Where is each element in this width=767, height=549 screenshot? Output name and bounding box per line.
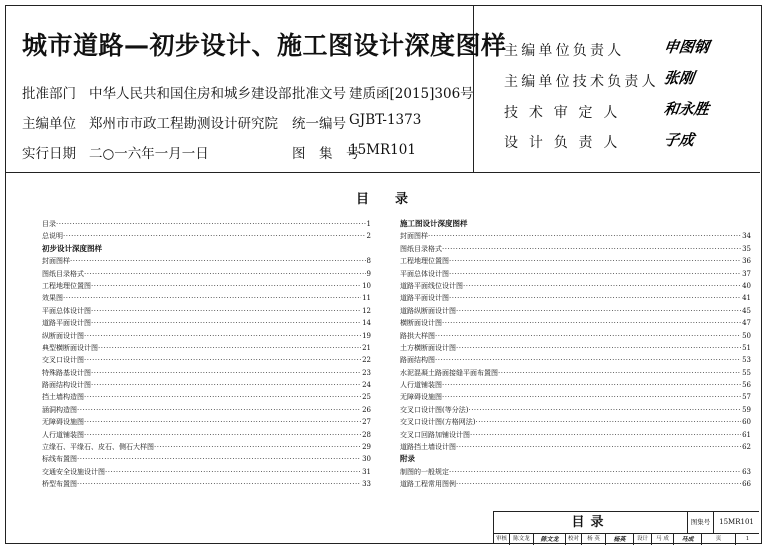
toc-leader-dots — [428, 230, 741, 242]
toc-leader-dots — [463, 280, 741, 292]
toc-entry-page: 31 — [362, 467, 371, 476]
toc-leader-dots — [91, 367, 361, 379]
toc-entry-label: 图纸目录格式 — [42, 269, 84, 278]
toc-leader-dots — [435, 330, 741, 342]
toc-entry-label: 典型横断面设计图 — [42, 343, 98, 352]
toc-entry-label: 路拱大样图 — [400, 331, 435, 340]
toc-entry-label: 道路纵断面设计图 — [400, 306, 456, 315]
toc-leader-dots — [84, 268, 366, 280]
toc-entry-page: 8 — [366, 257, 371, 266]
approval-doc-label: 批准文号 — [292, 86, 346, 102]
toc-entry — [400, 391, 751, 403]
toc-entry — [400, 317, 751, 329]
toc-entry — [400, 243, 751, 255]
toc-leader-dots — [91, 280, 361, 292]
toc-entry — [400, 416, 751, 428]
toc-leader-dots — [91, 379, 361, 391]
toc-entry-label: 横断面设计图 — [400, 319, 442, 328]
toc-entry-page: 24 — [362, 381, 371, 390]
toc-leader-dots — [442, 243, 741, 255]
role-design-lead: 设 计 负 责 人 — [504, 135, 621, 151]
toc-entry-page: 41 — [742, 294, 751, 303]
toc-entry-label: 道路平面设计图 — [42, 319, 91, 328]
toc-entry-label: 挡土墙构造图 — [42, 393, 84, 402]
toc-entry-page: 9 — [366, 269, 371, 278]
toc-entry-label: 交叉口设计图 — [42, 356, 84, 365]
toc-entry-page: 33 — [362, 480, 371, 489]
toc-entry — [400, 441, 751, 453]
toc-leader-dots — [84, 429, 361, 441]
toc-leader-dots — [449, 292, 741, 304]
toc-entry-page: 28 — [362, 430, 371, 439]
toc-leader-dots — [105, 466, 361, 478]
toc-entry-label: 人行道铺装图 — [42, 430, 84, 439]
title-block — [493, 511, 759, 544]
toc-entry — [42, 280, 371, 292]
toc-entry-label: 人行道铺装图 — [400, 381, 442, 390]
toc-entry — [400, 478, 751, 490]
toc-entry-page: 2 — [366, 232, 371, 241]
toc-leader-dots — [63, 292, 361, 304]
title-block-atlas-value: 15MR101 — [719, 518, 754, 526]
toc-entry-label: 道路工程常用图例 — [400, 480, 456, 489]
toc-entry-label: 无障碍设施图 — [42, 418, 84, 427]
toc-entry-page: 34 — [742, 232, 751, 241]
toc-leader-dots — [84, 416, 361, 428]
toc-entry-label: 交叉口设计图(等分法) — [400, 405, 469, 414]
toc-entry — [42, 268, 371, 280]
title-block-proofreader-name: 杨 英 — [582, 534, 606, 545]
toc-entry-label: 交叉口设计图(方格网法) — [400, 418, 476, 427]
toc-leader-dots — [84, 354, 361, 366]
toc-entry-page: 29 — [362, 443, 371, 452]
toc-entry-label: 封面图样 — [42, 257, 70, 266]
toc-leader-dots — [56, 218, 366, 230]
approval-dept-label: 批准部门 — [22, 86, 76, 102]
editor-unit-value: 郑州市市政工程勘测设计研究院 — [89, 116, 278, 132]
title-block-page-number: 1 — [745, 536, 750, 542]
toc-entry-label: 特殊路基设计图 — [42, 368, 91, 377]
title-block-review-label: 审核 — [494, 534, 510, 545]
toc-entry — [400, 404, 751, 416]
toc-entry-label: 路面结构设计图 — [42, 381, 91, 390]
toc-entry-page: 62 — [742, 443, 751, 452]
toc-entry-page: 66 — [742, 480, 751, 489]
toc-entry-label: 水泥混凝土路面接缝平面布置图 — [400, 368, 498, 377]
toc-leader-dots — [456, 305, 741, 317]
signature-design-lead: 子成 — [662, 131, 696, 149]
title-block-drawing-name: 目录 — [494, 512, 688, 533]
drawing-sheet — [5, 5, 762, 544]
toc-leader-dots — [98, 342, 361, 354]
toc-entry-label: 无障碍设施图 — [400, 393, 442, 402]
toc-entry-page: 23 — [362, 368, 371, 377]
toc-entry-page: 14 — [362, 319, 371, 328]
toc-leader-dots — [77, 478, 361, 490]
toc-entry — [400, 330, 751, 342]
toc-entry-label: 纵断面设计图 — [42, 331, 84, 340]
toc-entry — [42, 317, 371, 329]
toc-entry — [42, 429, 371, 441]
toc-entry-label: 交叉口回路加铺设计图 — [400, 430, 470, 439]
toc-entry-page: 25 — [362, 393, 371, 402]
approval-doc-value: 建质函[2015]306号 — [349, 86, 474, 102]
unified-code-value: GJBT-1373 — [349, 112, 422, 128]
unified-code-label: 统一编号 — [292, 116, 346, 132]
title-block-page-label: 页 — [702, 534, 736, 545]
toc-entry — [42, 342, 371, 354]
toc-leader-dots — [91, 317, 361, 329]
toc-entry-label: 路面结构图 — [400, 356, 435, 365]
toc-entry — [42, 255, 371, 267]
toc-entry-page: 1 — [366, 219, 371, 228]
toc-entry — [42, 379, 371, 391]
toc-leader-dots — [70, 255, 366, 267]
toc-section-heading: 附录 — [400, 454, 415, 464]
toc-entry — [42, 330, 371, 342]
toc-entry-page: 35 — [742, 244, 751, 253]
toc-entry — [42, 466, 371, 478]
toc-section-heading: 初步设计深度图样 — [42, 243, 102, 253]
toc-entry-page: 45 — [742, 306, 751, 315]
toc-entry — [42, 416, 371, 428]
toc-entry — [42, 404, 371, 416]
title-block-proofreader-signature: 杨英 — [606, 534, 634, 545]
toc-leader-dots — [468, 404, 741, 416]
toc-entry — [42, 292, 371, 304]
header — [6, 6, 760, 173]
toc-entry — [400, 230, 751, 242]
toc-entry-page: 47 — [742, 319, 751, 328]
toc-entry-page: 26 — [362, 405, 371, 414]
toc-entry-label: 平面总体设计图 — [42, 306, 91, 315]
toc-leader-dots — [63, 230, 366, 242]
toc-entry — [42, 305, 371, 317]
toc-entry-label: 道路挡土墙设计图 — [400, 443, 456, 452]
toc-entry — [42, 453, 371, 465]
role-technical-reviewer: 技 术 审 定 人 — [504, 105, 621, 121]
toc-entry-page: 37 — [742, 269, 751, 278]
toc-leader-dots — [449, 268, 741, 280]
header-approval-info — [6, 6, 507, 172]
effective-date-label: 实行日期 — [22, 146, 76, 162]
toc-entry — [400, 342, 751, 354]
toc-entry-page: 55 — [742, 368, 751, 377]
toc-entry-label: 目录 — [42, 219, 56, 228]
toc-entry — [42, 230, 371, 242]
toc-entry — [400, 379, 751, 391]
toc-entry-label: 制图的一般规定 — [400, 467, 449, 476]
editor-unit-label: 主编单位 — [22, 116, 76, 132]
toc-leader-dots — [442, 379, 741, 391]
toc-entry-label: 工程地理位置图 — [42, 281, 91, 290]
toc-entry-label: 工程地理位置图 — [400, 257, 449, 266]
role-chief-editor: 主编单位负责人 — [504, 43, 625, 59]
toc-leader-dots — [435, 354, 741, 366]
toc-leader-dots — [442, 317, 741, 329]
toc-leader-dots — [456, 441, 741, 453]
toc-entry-page: 19 — [362, 331, 371, 340]
title-block-signature-row — [494, 534, 759, 545]
toc-entry — [42, 391, 371, 403]
toc-entry — [400, 466, 751, 478]
toc-entry-label: 道路平面线位设计图 — [400, 281, 463, 290]
toc-entry-page: 50 — [742, 331, 751, 340]
toc-left-column — [42, 218, 371, 491]
toc-entry — [400, 268, 751, 280]
title-block-designer-signature: 马成 — [674, 534, 702, 545]
title-block-reviewer-name: 陈文龙 — [510, 534, 534, 545]
toc-entry-label: 标线布置图 — [42, 455, 77, 464]
toc-entry — [42, 354, 371, 366]
toc-entry-label: 总说明 — [42, 232, 63, 241]
toc-entry-page: 60 — [742, 418, 751, 427]
toc-entry-label: 道路平面设计图 — [400, 294, 449, 303]
toc-entry — [400, 305, 751, 317]
title-block-atlas-label: 图集号 — [688, 512, 714, 533]
toc-entry-page: 21 — [362, 343, 371, 352]
toc-leader-dots — [91, 305, 361, 317]
toc-entry-page: 56 — [742, 381, 751, 390]
toc-leader-dots — [456, 342, 741, 354]
toc-leader-dots — [449, 466, 741, 478]
toc-entry-page: 63 — [742, 467, 751, 476]
toc-entry-page: 27 — [362, 418, 371, 427]
title-block-design-label: 设计 — [634, 534, 652, 545]
toc-entry — [42, 441, 371, 453]
toc-entry-page: 22 — [362, 356, 371, 365]
toc-leader-dots — [470, 429, 741, 441]
toc-entry-label: 桥型布置图 — [42, 480, 77, 489]
title-block-top-row — [494, 512, 759, 534]
approval-dept-value: 中华人民共和国住房和城乡建设部 — [89, 86, 292, 102]
toc-entry — [400, 292, 751, 304]
toc-right-column — [400, 218, 751, 491]
toc-entry-label: 平面总体设计图 — [400, 269, 449, 278]
toc-entry-page: 30 — [362, 455, 371, 464]
toc-entry — [400, 354, 751, 366]
toc-entry — [400, 367, 751, 379]
effective-date-value: 二○一六年一月一日 — [89, 146, 209, 162]
toc-entry-label: 涵洞构造图 — [42, 405, 77, 414]
toc-entry-label: 交通安全设施设计图 — [42, 467, 105, 476]
atlas-title: 城市道路—初步设计、施工图设计深度图样 — [22, 31, 507, 60]
toc-entry-label: 土方横断面设计图 — [400, 343, 456, 352]
toc-section-heading: 施工图设计深度图样 — [400, 219, 468, 228]
toc-leader-dots — [442, 391, 741, 403]
toc-entry — [42, 367, 371, 379]
toc-leader-dots — [77, 404, 361, 416]
toc-leader-dots — [475, 416, 741, 428]
toc-entry-label: 封面图样 — [400, 232, 428, 241]
toc-entry-label: 效果图 — [42, 294, 63, 303]
atlas-number-value: 15MR101 — [349, 142, 416, 158]
toc-entry — [400, 280, 751, 292]
toc-entry — [42, 478, 371, 490]
toc-leader-dots — [449, 255, 741, 267]
toc-entry-page: 11 — [362, 294, 371, 303]
toc-entry-page: 10 — [362, 281, 371, 290]
toc-leader-dots — [456, 478, 741, 490]
signature-technical-chief: 张刚 — [662, 69, 696, 87]
toc-entry-label: 图纸目录格式 — [400, 244, 442, 253]
atlas-number-label: 图 集 号 — [292, 146, 360, 162]
toc-entry — [400, 255, 751, 267]
toc-entry — [400, 429, 751, 441]
toc-leader-dots — [77, 453, 361, 465]
title-block-reviewer-signature: 陈文龙 — [534, 534, 566, 545]
title-block-designer-name: 马 成 — [652, 534, 674, 545]
toc-entry-page: 36 — [742, 257, 751, 266]
toc-entry-page: 40 — [742, 281, 751, 290]
toc-entry-page: 57 — [742, 393, 751, 402]
toc-leader-dots — [498, 367, 741, 379]
toc-title: 目 录 — [356, 192, 409, 207]
toc-entry-page: 61 — [742, 430, 751, 439]
toc-entry-page: 12 — [362, 306, 371, 315]
toc-leader-dots — [154, 441, 361, 453]
toc-entry-label: 立缘石、平缘石、皮石、侧石大样图 — [42, 443, 154, 452]
toc-entry-page: 53 — [742, 356, 751, 365]
responsible-persons — [474, 6, 760, 172]
toc-leader-dots — [84, 391, 361, 403]
toc-entry-page: 59 — [742, 405, 751, 414]
signature-chief-editor: 申图钢 — [662, 38, 711, 56]
toc-entry — [42, 218, 371, 230]
toc-leader-dots — [84, 330, 361, 342]
title-block-proofread-label: 校对 — [566, 534, 582, 545]
toc-entry-page: 51 — [742, 343, 751, 352]
signature-technical-reviewer: 和永胜 — [662, 100, 711, 118]
role-technical-chief: 主编单位技术负责人 — [504, 74, 659, 90]
